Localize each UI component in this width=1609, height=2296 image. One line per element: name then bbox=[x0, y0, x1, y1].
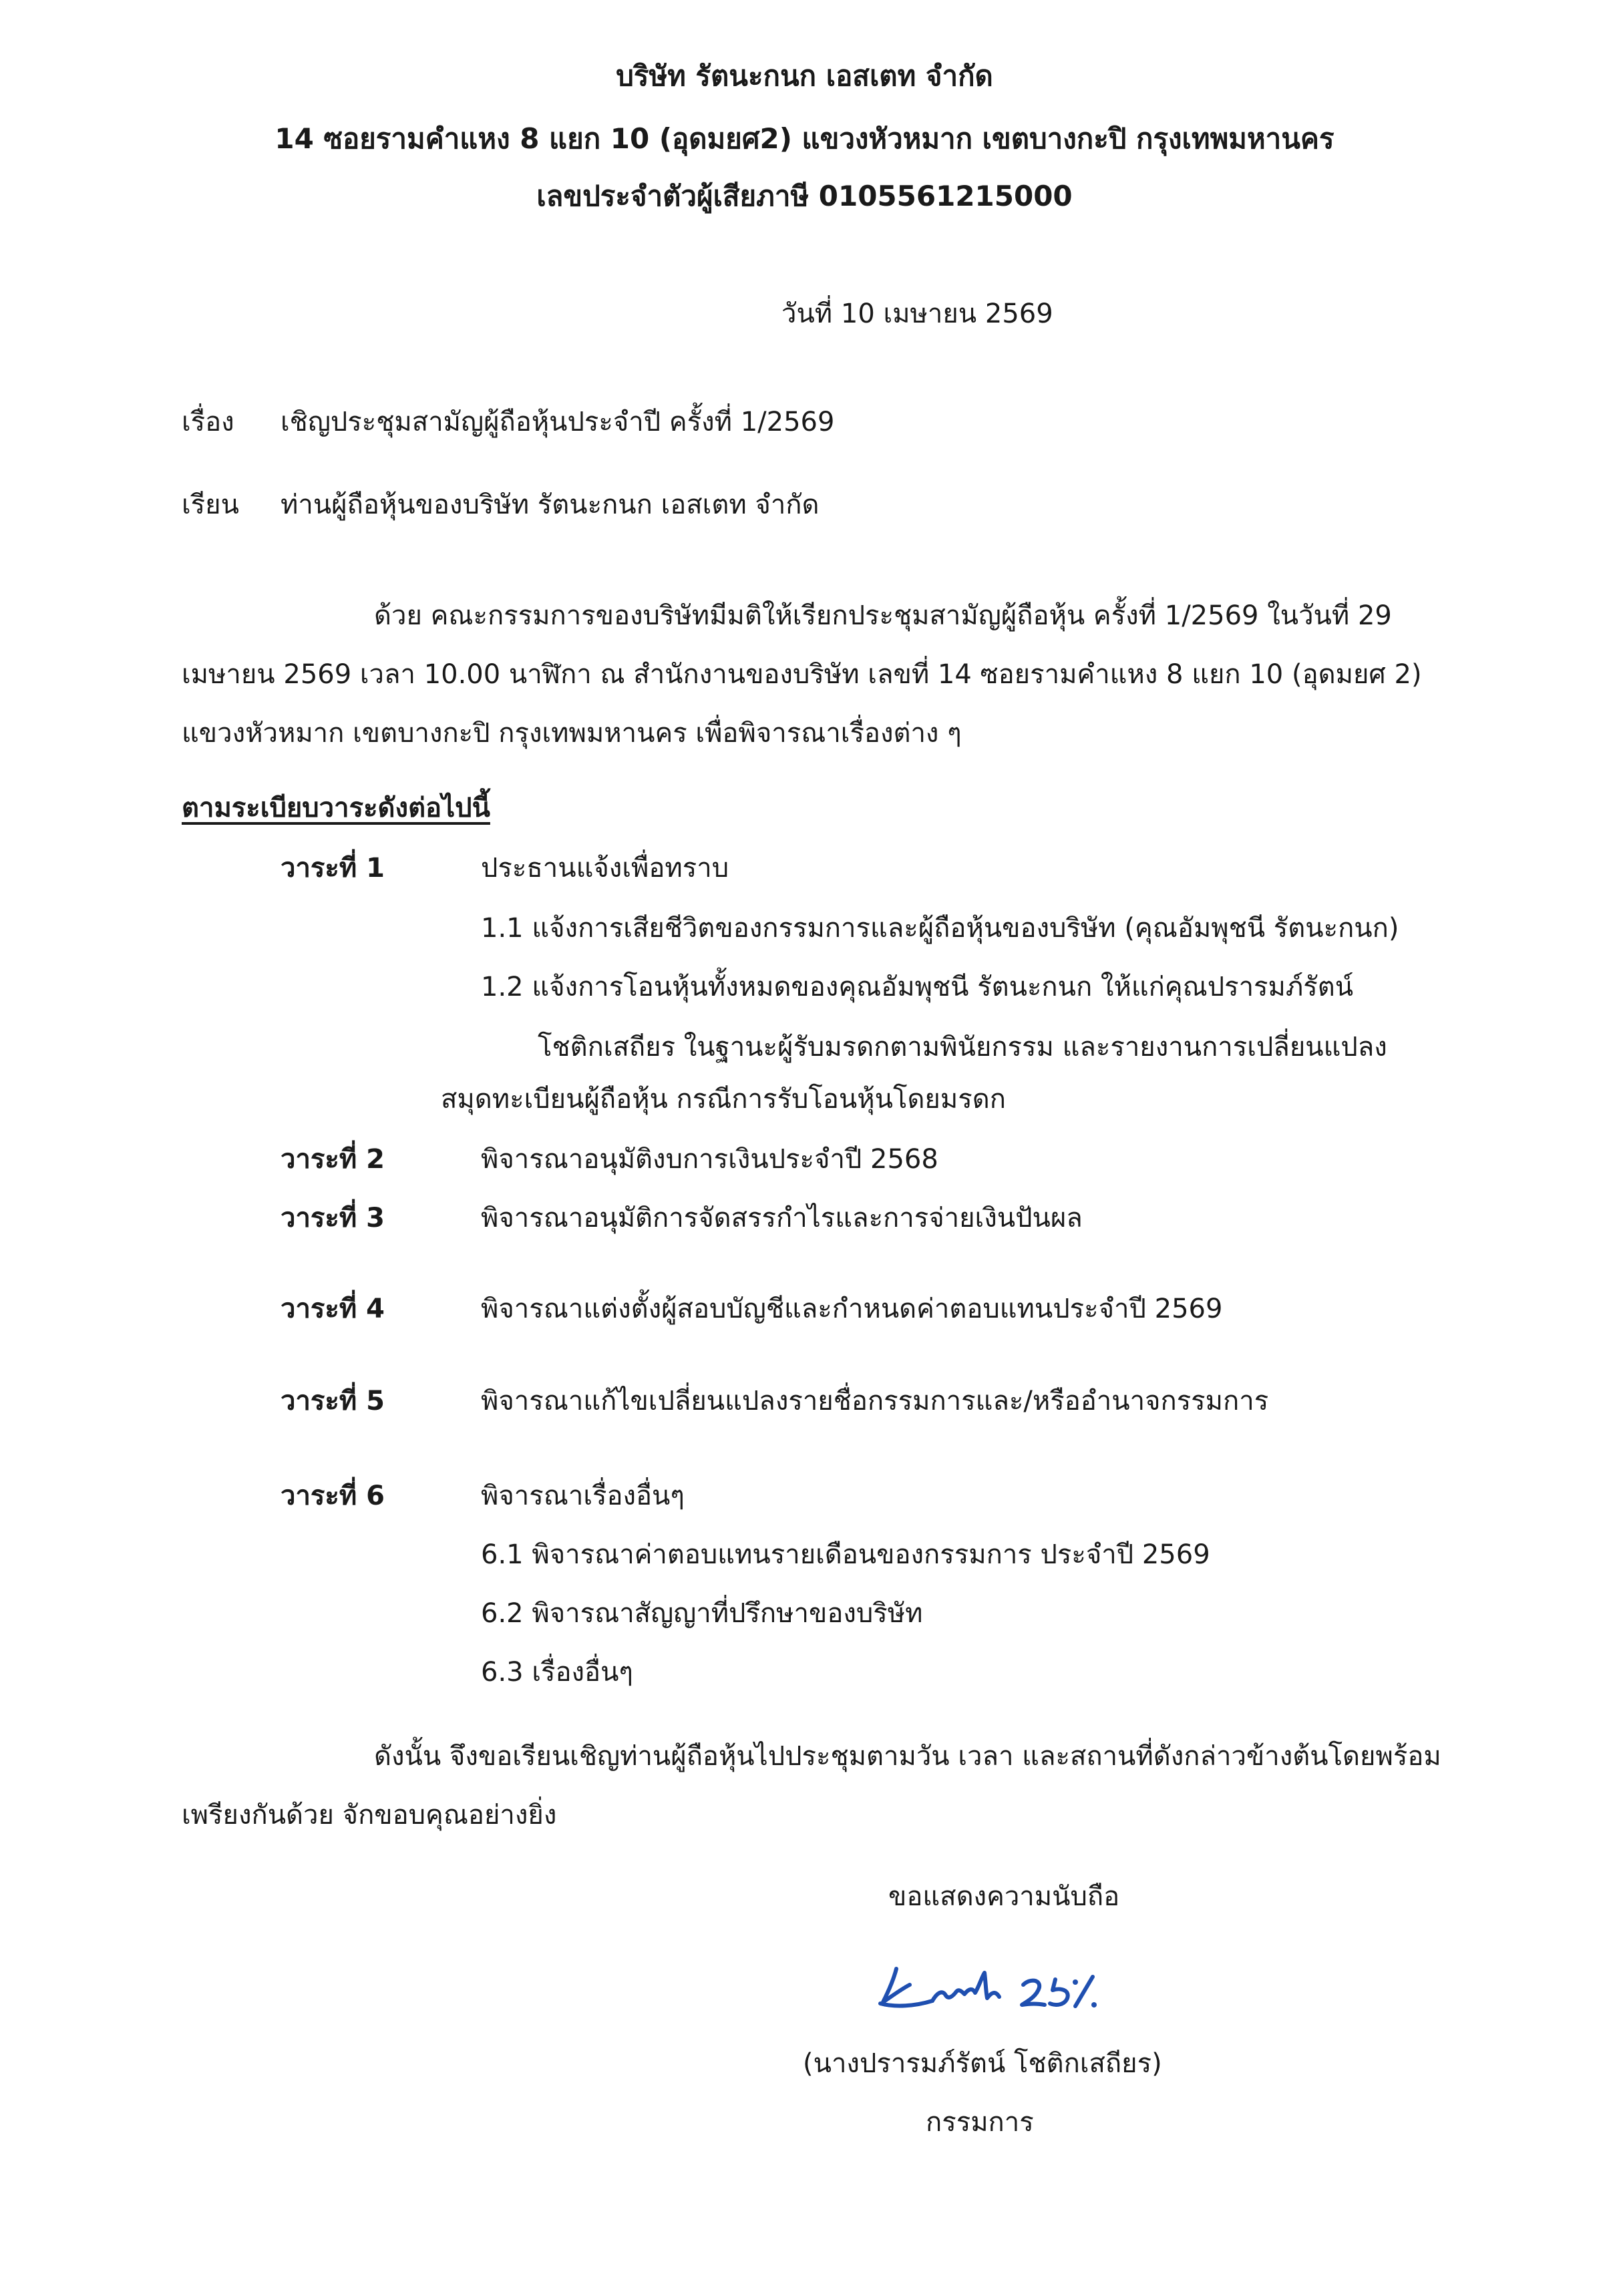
agenda-item-4-label: วาระที่ 4 bbox=[281, 1294, 385, 1324]
agenda-item-2-label: วาระที่ 2 bbox=[281, 1144, 385, 1175]
agenda-item-6-label: วาระที่ 6 bbox=[281, 1481, 385, 1511]
agenda-item-1-sub-2-line-2: โชติกเสถียร ในฐานะผู้รับมรดกตามพินัยกรรม และรายงานการเปลี่ยนแปลง bbox=[538, 1032, 1387, 1063]
intro-line-1: ด้วย คณะกรรมการของบริษัทมีมติให้เรียกประชุมสามัญผู้ถือหุ้น ครั้งที่ 1/2569 ในวันที่ 29 bbox=[374, 600, 1392, 631]
company-name: บริษัท รัตนะกนก เอสเตท จำกัด bbox=[616, 59, 993, 92]
signatory-name: (นางปรารมภ์รัตน์ โชติกเสถียร) bbox=[803, 2048, 1162, 2079]
agenda-item-6-sub-3: 6.3 เรื่องอื่นๆ bbox=[481, 1657, 633, 1688]
agenda-item-2-title: พิจารณาอนุมัติงบการเงินประจำปี 2568 bbox=[481, 1144, 938, 1175]
agenda-item-3-label: วาระที่ 3 bbox=[281, 1203, 385, 1233]
closing-line-2: เพรียงกันด้วย จักขอบคุณอย่างยิ่ง bbox=[182, 1800, 557, 1831]
closing-line-1: ดังนั้น จึงขอเรียนเชิญท่านผู้ถือหุ้นไปประชุมตามวัน เวลา และสถานที่ดังกล่าวข้างต้นโดยพร้อม bbox=[374, 1741, 1441, 1772]
recipient-label: เรียน bbox=[182, 490, 239, 520]
intro-line-3: แขวงหัวหมาก เขตบางกะปิ กรุงเทพมหานคร เพื่อพิจารณาเรื่องต่าง ๆ bbox=[182, 718, 962, 749]
agenda-item-1-sub-1: 1.1 แจ้งการเสียชีวิตของกรรมการและผู้ถือหุ้นของบริษัท (คุณอัมพุชนี รัตนะกนก) bbox=[481, 913, 1399, 944]
agenda-item-1-sub-2-line-3: สมุดทะเบียนผู้ถือหุ้น กรณีการรับโอนหุ้นโดยมรดก bbox=[441, 1084, 1006, 1115]
intro-line-2: เมษายน 2569 เวลา 10.00 นาฬิกา ณ สำนักงานของบริษัท เลขที่ 14 ซอยรามคำแหง 8 แยก 10 (อุดมยศ 2) bbox=[182, 659, 1422, 690]
agenda-item-5-title: พิจารณาแก้ไขเปลี่ยนแปลงรายชื่อกรรมการและ/หรืออำนาจกรรมการ bbox=[481, 1386, 1269, 1416]
agenda-item-3-title: พิจารณาอนุมัติการจัดสรรกำไรและการจ่ายเงินปันผล bbox=[481, 1203, 1083, 1233]
agenda-heading: ตามระเบียบวาระดังต่อไปนี้ bbox=[182, 793, 490, 823]
agenda-item-6-title: พิจารณาเรื่องอื่นๆ bbox=[481, 1481, 685, 1511]
agenda-item-5-label: วาระที่ 5 bbox=[281, 1386, 385, 1416]
signatory-position: กรรมการ bbox=[926, 2107, 1034, 2138]
agenda-item-1-sub-2-line-1: 1.2 แจ้งการโอนหุ้นทั้งหมดของคุณอัมพุชนี รัตนะกนก ให้แก่คุณปรารมภ์รัตน์ bbox=[481, 972, 1354, 1002]
recipient-text: ท่านผู้ถือหุ้นของบริษัท รัตนะกนก เอสเตท จำกัด bbox=[281, 490, 820, 520]
tax-id: เลขประจำตัวผู้เสียภาษี 0105561215000 bbox=[536, 180, 1073, 212]
agenda-item-1-title: ประธานแจ้งเพื่อทราบ bbox=[481, 853, 729, 884]
subject-text: เชิญประชุมสามัญผู้ถือหุ้นประจำปี ครั้งที่ 1/2569 bbox=[281, 407, 835, 437]
company-address: 14 ซอยรามคำแหง 8 แยก 10 (อุดมยศ2) แขวงหัวหมาก เขตบางกะปิ กรุงเทพมหานคร bbox=[275, 122, 1334, 155]
agenda-item-1-label: วาระที่ 1 bbox=[281, 853, 385, 884]
regards-text: ขอแสดงความนับถือ bbox=[888, 1881, 1120, 1912]
agenda-item-6-sub-1: 6.1 พิจารณาค่าตอบแทนรายเดือนของกรรมการ ประจำปี 2569 bbox=[481, 1539, 1210, 1570]
agenda-item-4-title: พิจารณาแต่งตั้งผู้สอบบัญชีและกำหนดค่าตอบแทนประจำปี 2569 bbox=[481, 1294, 1223, 1324]
handwritten-signature-icon bbox=[868, 1950, 1109, 2030]
agenda-item-6-sub-2: 6.2 พิจารณาสัญญาที่ปรึกษาของบริษัท bbox=[481, 1598, 923, 1629]
document-date: วันที่ 10 เมษายน 2569 bbox=[781, 299, 1053, 329]
subject-label: เรื่อง bbox=[182, 407, 234, 437]
